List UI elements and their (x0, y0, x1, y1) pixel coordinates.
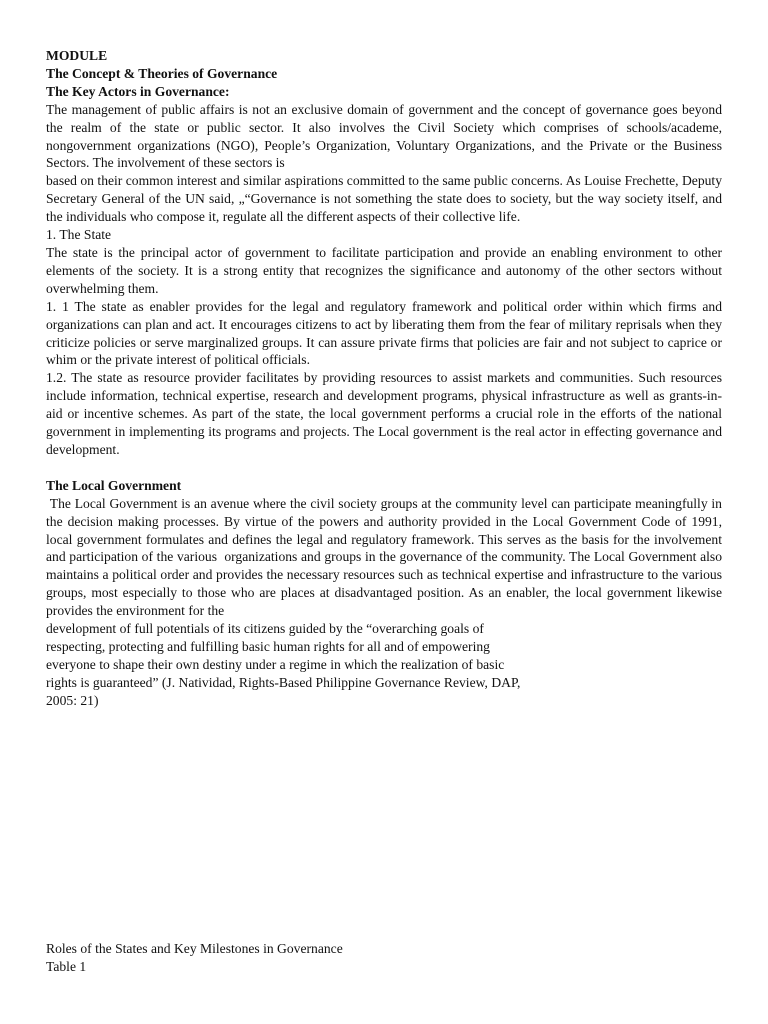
module-label: MODULE (46, 48, 108, 63)
paragraph-intro: The management of public affairs is not an exclusive domain of government and the concept of governance goes beyond the realm of the state or public sector. It also involves the Civil Society which comprises of schools/academe, nongovernment organizations (NGO), People’s Organization, Voluntary Organizations, and the Private or the Business Sectors. The involvement of these sectors is (46, 101, 722, 171)
paragraph-state: The state is the principal actor of government to facilitate participation and provide an enabling environment to other elements of the society. It is a strong entity that recognizes the significance and autonomy of the other sectors without overwhelming them. (46, 244, 722, 296)
section-heading-state: 1. The State (46, 227, 112, 243)
quote-line: rights is guaranteed” (J. Natividad, Rights-Based Philippine Governance Review, DAP, (46, 674, 521, 690)
quote-line: development of full potentials of its citizens guided by the “overarching goals of (46, 621, 484, 637)
section-heading-local-government: The Local Government (46, 477, 182, 493)
spacer (46, 459, 722, 477)
paragraph-local-government: The Local Government is an avenue where the civil society groups at the community level can participate meaningfully in the decision making processes. By virtue of the powers and authority provided in the Local Government Code of 1991, local government formulates and defines the legal and regulatory framework. This serves as the basis for the involvement and participation of the various organizations and groups in the governance of the community. The Local Government also maintains a political order and provides the necessary resources such as technical expertise and infrastructure to the various groups, most especially to those who are places at disadvantaged position. As an enabler, the local government likewise provides the environment for the (46, 495, 726, 619)
quote-line: everyone to shape their own destiny under a regime in which the realization of basic (46, 656, 505, 672)
paragraph-state-resource: 1.2. The state as resource provider facilitates by providing resources to assist markets and communities. Such resources include information, technical expertise, research and development programs, physical infrastructure as well as grants-in-aid or incentive schemes. As part of the state, the local government performs a crucial role in the efforts of the national government in implementing its programs and projects. The Local government is the real actor in effecting governance and development. (46, 370, 722, 457)
section-heading-key-actors: The Key Actors in Governance: (46, 83, 230, 99)
table-caption: Roles of the States and Key Milestones in Governance (46, 941, 343, 956)
document-body (46, 47, 726, 710)
quote-line: respecting, protecting and fulfilling basic human rights for all and of empowering (46, 639, 490, 654)
paragraph-interest: based on their common interest and similar aspirations committed to the same public concerns. As Louise Frechette, Deputy Secretary General of the UN said, „“Governance is not something the state does to society, but the way society itself, and the individuals who compose it, regulate all the different aspects of their collective life. (46, 173, 722, 225)
paragraph-state-enabler: 1. 1 The state as enabler provides for the legal and regulatory framework and political order within which firms and organizations can plan and act. It encourages citizens to act by liberating them from the fear of military reprisals when they criticize policies or serve marginalized groups. It can assure private firms that policies are fair and not subject to caprice or whim or the private interest of political officials. (46, 298, 722, 368)
document-title: The Concept & Theories of Governance (46, 65, 278, 81)
table-label: Table 1 (46, 958, 87, 974)
quote-line: 2005: 21) (46, 692, 99, 708)
table-caption-block (46, 940, 343, 976)
